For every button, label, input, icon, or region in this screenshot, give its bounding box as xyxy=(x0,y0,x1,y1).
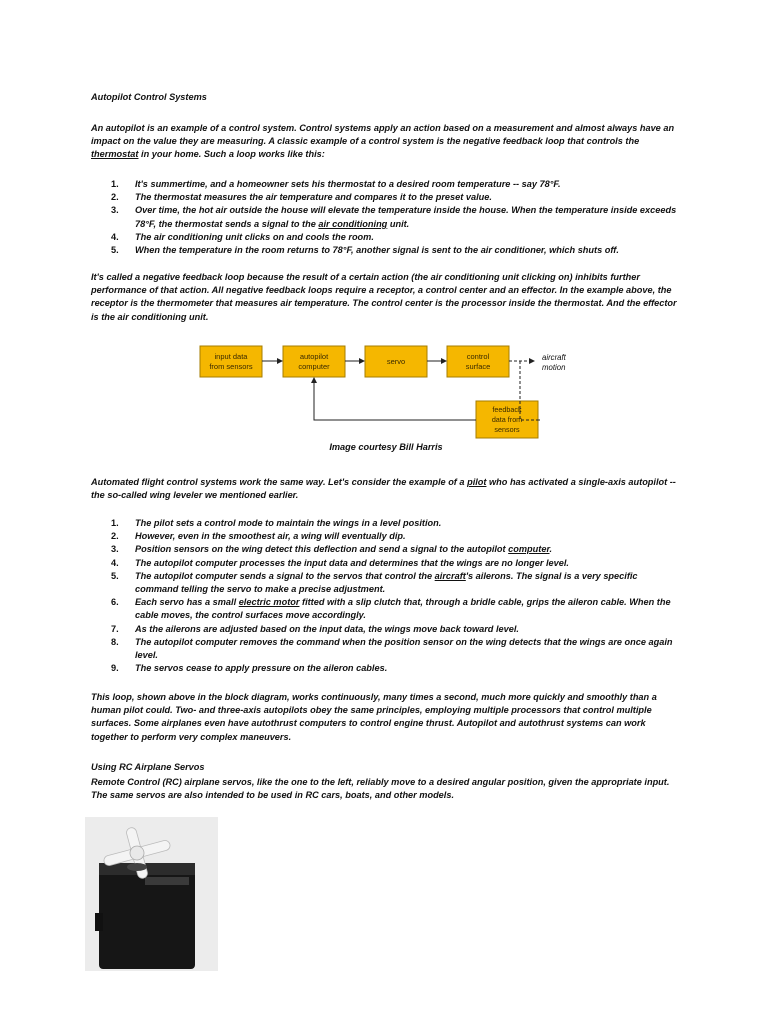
list-item xyxy=(111,231,677,244)
negative-feedback-paragraph: It's called a negative feedback loop because the result of a certain action (the air conditioning unit clicking on) inhibits further performance of that action. All negative feedback loops require a receptor, a control center and an effector. In the example above, the receptor is the thermometer that measures air temperature. The control center is the processor inside the thermostat. And the effector is the air conditioning unit. xyxy=(91,272,677,322)
list-item xyxy=(111,636,677,662)
para3-text: Automated flight control systems work the same way. Let's consider the example of a xyxy=(91,477,468,487)
thermostat-link[interactable]: thermostat xyxy=(91,149,139,160)
item-text-end: fitted with a slip clutch that, through a bridle cable, grips the aileron cable. When the cable moves, the control surfaces move accordingly. xyxy=(135,597,671,621)
item-number: 7. xyxy=(111,623,119,634)
feedback-label-3: sensors xyxy=(494,425,520,434)
item-number: 5. xyxy=(111,570,119,581)
rc-servo-photo xyxy=(85,817,218,971)
item-number: 8. xyxy=(111,636,119,647)
feedback-label-2: data from xyxy=(491,415,523,424)
list-item xyxy=(111,543,677,556)
item-text: The pilot sets a control mode to maintain the wings in a level position. xyxy=(135,518,442,528)
control-surface-label-1: control xyxy=(466,352,490,361)
page-title: Autopilot Control Systems xyxy=(91,92,207,102)
computer-link[interactable]: computer xyxy=(508,544,550,555)
autopilot-steps-list xyxy=(111,517,677,675)
list-item xyxy=(111,557,677,570)
feedback-label-1: feedback xyxy=(492,405,522,414)
rc-servos-paragraph: Remote Control (RC) airplane servos, like the one to the left, reliably move to a desired angular position, given the appropriate input. The same servos are also intended to be used in RC cars, boats, and other models. xyxy=(91,777,670,801)
intro-text: An autopilot is an example of a control system. Control systems apply an action based on a measurement and almost always have an impact on the value they are measuring. A classic example of a control system is the negative feedback loop that controls the xyxy=(91,123,675,147)
autopilot-label-1: autopilot xyxy=(299,352,329,361)
item-text-end: . xyxy=(549,544,553,555)
aircraft-motion-label-2: motion xyxy=(542,363,566,372)
section-heading-rc-servos: Using RC Airplane Servos xyxy=(91,762,205,772)
item-text: The autopilot computer processes the input data and determines that the wings are no longer level. xyxy=(135,557,569,568)
input-data-label-1: input data xyxy=(214,352,248,361)
item-text: The servos cease to apply pressure on the aileron cables. xyxy=(135,663,388,674)
item-text-end: 's ailerons. The signal is a very specific command telling the servo to make a precise adjustment. xyxy=(135,570,638,595)
control-surface-label-2: surface xyxy=(465,362,491,371)
autopilot-block-diagram xyxy=(199,340,579,440)
intro-text-end: in your home. Such a loop works like this: xyxy=(138,149,325,160)
item-number: 4. xyxy=(111,231,119,242)
aircraft-link[interactable]: aircraft xyxy=(434,570,466,581)
list-item xyxy=(111,178,677,191)
item-text: The air conditioning unit clicks on and cools the room. xyxy=(135,231,374,242)
air-conditioning-link[interactable]: air conditioning xyxy=(318,218,388,229)
item-number: 5. xyxy=(111,245,119,256)
item-text: As the ailerons are adjusted based on the input data, the wings move back toward level. xyxy=(135,623,519,634)
flight-control-paragraph xyxy=(91,476,681,502)
autopilot-label-2: computer xyxy=(298,362,330,371)
servo-illustration xyxy=(85,817,218,971)
item-number: 3. xyxy=(111,205,119,216)
list-item xyxy=(111,530,677,543)
list-item xyxy=(111,623,677,636)
item-text: Position sensors on the wing detect this deflection and send a signal to the autopilot xyxy=(135,544,509,555)
list-item xyxy=(111,517,677,530)
item-text: It's summertime, and a homeowner sets his thermostat to a desired room temperature -- say 78°F. xyxy=(135,179,561,189)
item-text: Each servo has a small xyxy=(135,597,239,608)
servo-label-strip xyxy=(145,877,189,885)
item-number: 4. xyxy=(111,557,119,568)
item-text: The autopilot computer removes the command when the position sensor on the wing detects that the wings are once again level. xyxy=(135,636,673,661)
list-item xyxy=(111,244,677,257)
para3-text-end: who has activated a single-axis autopilot -- the so-called wing leveler we mentioned earlier. xyxy=(91,477,676,501)
item-text: However, even in the smoothest air, a wing will eventually dip. xyxy=(135,531,406,542)
item-text: When the temperature in the room returns to 78°F, another signal is sent to the air conditioner, which shuts off. xyxy=(135,245,619,256)
list-item xyxy=(111,570,677,596)
item-number: 2. xyxy=(111,192,119,203)
list-item xyxy=(111,204,677,230)
intro-paragraph xyxy=(91,122,681,162)
item-number: 3. xyxy=(111,544,119,555)
item-text: The autopilot computer sends a signal to the servos that control the xyxy=(135,570,435,581)
servo-mount-tab xyxy=(95,913,103,931)
image-caption: Image courtesy Bill Harris xyxy=(329,442,443,452)
item-number: 6. xyxy=(111,597,119,608)
item-number: 1. xyxy=(111,518,119,528)
item-text-end: unit. xyxy=(387,218,410,229)
aircraft-motion-label-1: aircraft xyxy=(542,353,566,362)
list-item xyxy=(111,191,677,204)
item-text: The thermostat measures the air temperature and compares it to the preset value. xyxy=(135,192,492,203)
electric-motor-link[interactable]: electric motor xyxy=(238,597,300,608)
list-item xyxy=(111,662,677,675)
item-number: 9. xyxy=(111,663,119,674)
input-data-label-2: from sensors xyxy=(209,362,253,371)
item-number: 1. xyxy=(111,179,119,189)
arrow-feedback-to-autopilot xyxy=(314,378,476,420)
servo-shaft xyxy=(127,863,147,871)
thermostat-steps-list xyxy=(111,178,677,257)
list-item xyxy=(111,596,677,622)
item-text: Over time, the hot air outside the house will elevate the temperature inside the house. When the temperature inside exceeds 78°F, the thermostat sends a signal to the xyxy=(135,205,677,229)
servo-label: servo xyxy=(386,357,406,366)
loop-paragraph: This loop, shown above in the block diagram, works continuously, many times a second, much more quickly and smoothly than a human pilot could. Two- and three-axis autopilots obey the same principles, employing multiple processors that control multiple surfaces. Some airplanes even have autothrust computers to control engine thrust. Autopilot and autothrust systems can work together to perform very complex maneuvers. xyxy=(91,692,657,742)
item-number: 2. xyxy=(111,531,119,542)
pilot-link[interactable]: pilot xyxy=(467,477,487,487)
